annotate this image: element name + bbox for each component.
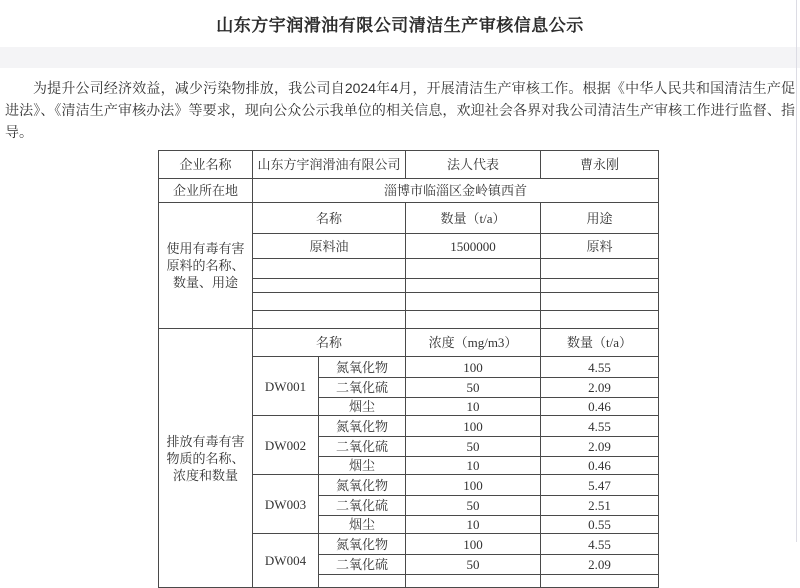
pollutant-quantity-cell: 0.46 [541, 457, 659, 475]
pollutant-quantity-cell: 4.55 [541, 534, 659, 555]
pollutant-concentration-cell: 50 [406, 555, 541, 575]
pollutant-concentration-cell: 100 [406, 357, 541, 378]
pollutant-quantity-cell: 2.09 [541, 555, 659, 575]
empty-cell [253, 259, 406, 279]
pollutant-quantity-cell: 0.46 [541, 398, 659, 416]
company-name-label-cell: 企业名称 [159, 151, 253, 179]
pollutant-name-cell: 氮氧化物 [319, 416, 406, 437]
legal-rep-value-cell: 曹永刚 [541, 151, 659, 179]
location-label-cell: 企业所在地 [159, 179, 253, 203]
pollutant-name-cell: 氮氧化物 [319, 534, 406, 555]
pollutant-quantity-cell: 0.55 [541, 516, 659, 534]
pollutant-name-cell: 二氧化硫 [319, 378, 406, 398]
pollutant-quantity-cell: 4.55 [541, 416, 659, 437]
location-value-cell: 淄博市临淄区金岭镇西首 [253, 179, 659, 203]
pollutant-quantity-cell: 4.55 [541, 357, 659, 378]
empty-cell [253, 311, 406, 329]
pollutant-name-cell: 二氧化硫 [319, 496, 406, 516]
empty-cell [406, 279, 541, 293]
emissions-col-name-header: 名称 [253, 329, 406, 357]
pollutant-name-cell: 氮氧化物 [319, 475, 406, 496]
pollutant-name-cell: 二氧化硫 [319, 555, 406, 575]
pollutant-name-cell: 烟尘 [319, 398, 406, 416]
pollutant-concentration-cell: 10 [406, 457, 541, 475]
pollutant-quantity-cell: 5.47 [541, 475, 659, 496]
header-divider-band [0, 47, 800, 68]
pollutant-name-cell: 烟尘 [319, 457, 406, 475]
disclosure-table [158, 150, 659, 588]
pollutant-concentration-cell: 50 [406, 378, 541, 398]
scrollbar-track[interactable] [796, 0, 797, 542]
empty-cell [319, 575, 406, 588]
material-name-cell: 原料油 [253, 234, 406, 259]
empty-cell [406, 293, 541, 311]
pollutant-concentration-cell: 50 [406, 496, 541, 516]
pollutant-concentration-cell: 10 [406, 398, 541, 416]
empty-cell [541, 279, 659, 293]
pollutant-concentration-cell: 100 [406, 416, 541, 437]
empty-cell [541, 293, 659, 311]
pollutant-quantity-cell: 2.09 [541, 378, 659, 398]
materials-col-name-header: 名称 [253, 203, 406, 234]
intro-paragraph: 为提升公司经济效益，减少污染物排放，我公司自2024年4月，开展清洁生产审核工作。根据《中华人民共和国清洁生产促进法》、《清洁生产审核办法》等要求，现向公众公示我单位的相关信息，欢迎社会各界对我公司清洁生产审核工作进行监督、指导。 [5, 80, 795, 140]
legal-rep-label-cell: 法人代表 [406, 151, 541, 179]
pollutant-concentration-cell: 50 [406, 437, 541, 457]
pollutant-quantity-cell: 2.09 [541, 437, 659, 457]
pollutant-concentration-cell: 10 [406, 516, 541, 534]
company-name-value-cell: 山东方宇润滑油有限公司 [253, 151, 406, 179]
emissions-section-label-cell: 排放有毒有害物质的名称、浓度和数量 [159, 329, 253, 588]
table-row [159, 151, 659, 179]
empty-cell [406, 575, 541, 588]
page-title: 山东方宇润滑油有限公司清洁生产审核信息公示 [216, 16, 584, 35]
emissions-col-concentration-header: 浓度（mg/m3） [406, 329, 541, 357]
empty-cell [541, 575, 659, 588]
materials-col-quantity-header: 数量（t/a） [406, 203, 541, 234]
emissions-col-quantity-header: 数量（t/a） [541, 329, 659, 357]
materials-col-usage-header: 用途 [541, 203, 659, 234]
outlet-code-cell: DW001 [253, 357, 319, 416]
material-quantity-cell: 1500000 [406, 234, 541, 259]
pollutant-concentration-cell: 100 [406, 475, 541, 496]
table-row [159, 203, 659, 234]
empty-cell [541, 311, 659, 329]
empty-cell [253, 279, 406, 293]
pollutant-name-cell: 烟尘 [319, 516, 406, 534]
empty-cell [253, 293, 406, 311]
pollutant-name-cell: 氮氧化物 [319, 357, 406, 378]
materials-section-label-cell: 使用有毒有害原料的名称、数量、用途 [159, 203, 253, 329]
table-row [159, 179, 659, 203]
material-usage-cell: 原料 [541, 234, 659, 259]
empty-cell [406, 311, 541, 329]
outlet-code-cell: DW003 [253, 475, 319, 534]
empty-cell [541, 259, 659, 279]
outlet-code-cell: DW004 [253, 534, 319, 588]
pollutant-name-cell: 二氧化硫 [319, 437, 406, 457]
table-row [159, 329, 659, 357]
empty-cell [406, 259, 541, 279]
pollutant-concentration-cell: 100 [406, 534, 541, 555]
outlet-code-cell: DW002 [253, 416, 319, 475]
pollutant-quantity-cell: 2.51 [541, 496, 659, 516]
